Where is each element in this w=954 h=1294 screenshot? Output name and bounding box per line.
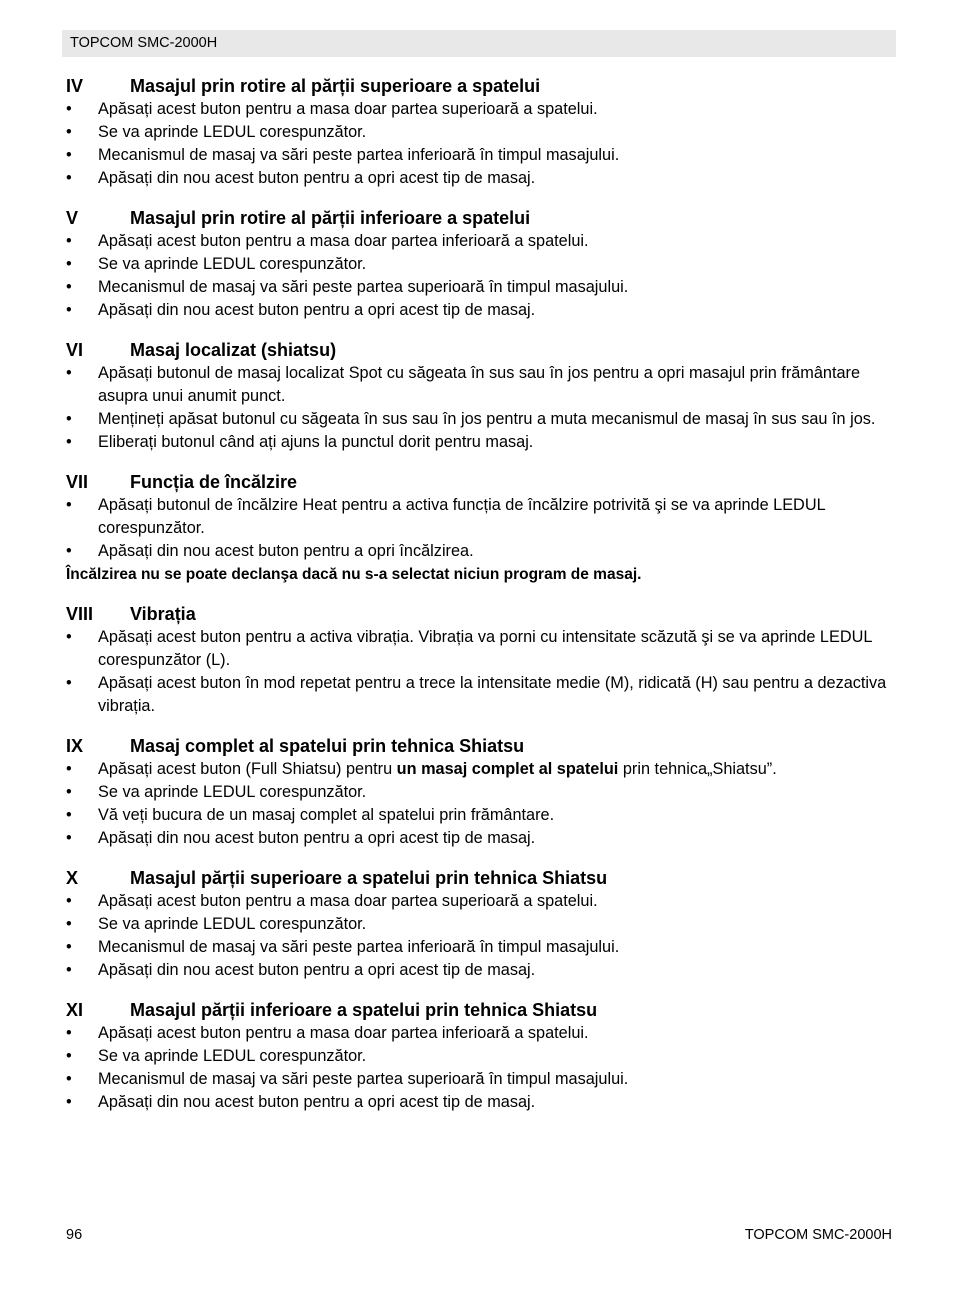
list-item: • Apăsați din nou acest buton pentru a opri acest tip de masaj. — [66, 827, 896, 850]
bullet-icon: • — [66, 961, 72, 979]
section-number: VIII — [66, 604, 94, 624]
bullet-icon: • — [66, 169, 72, 187]
section-heading — [66, 338, 896, 362]
bullet-icon: • — [66, 1093, 72, 1111]
list-item: • Se va aprinde LEDUL corespunzător. — [66, 253, 896, 276]
list-item: • Vă veți bucura de un masaj complet al spatelui prin frământare. — [66, 804, 896, 827]
section-heading — [66, 470, 896, 494]
section-heading — [66, 866, 896, 890]
document-content — [66, 74, 896, 1130]
bullet-icon: • — [66, 410, 72, 428]
bullet-icon: • — [66, 301, 72, 319]
list-item: • Apăsați acest buton pentru a masa doar partea superioară a spatelui. — [66, 890, 896, 913]
bullet-icon: • — [66, 542, 72, 560]
list-item: • Se va aprinde LEDUL corespunzător. — [66, 913, 896, 936]
list-item: • Apăsați acest buton în mod repetat pentru a trece la intensitate medie (M), ridicată (H) sau pentru a dezactiva vibrația. — [66, 674, 887, 715]
list-item: • Mecanismul de masaj va sări peste partea inferioară în timpul masajului. — [66, 936, 896, 959]
bullet-icon: • — [66, 915, 72, 933]
list-item: • Mecanismul de masaj va sări peste partea inferioară în timpul masajului. — [66, 144, 896, 167]
list-item: • Se va aprinde LEDUL corespunzător. — [66, 781, 896, 804]
list-item: • Eliberați butonul când ați ajuns la punctul dorit pentru masaj. — [66, 431, 896, 454]
list-item: • Apăsați butonul de încălzire Heat pentru a activa funcția de încălzire potrivită şi se va aprinde LEDUL corespunzător. — [66, 496, 826, 537]
list-item: • Apăsați acest buton pentru a masa doar partea inferioară a spatelui. — [66, 230, 896, 253]
bullet-icon: • — [66, 760, 72, 778]
section-v — [66, 206, 896, 322]
section-title: Masajul prin rotire al părții superioare a spatelui — [130, 76, 541, 96]
header-bar — [62, 30, 896, 57]
bullet-icon: • — [66, 1024, 72, 1042]
section-number: V — [66, 208, 79, 228]
bullet-icon: • — [66, 278, 72, 296]
section-heading — [66, 602, 896, 626]
bullet-list — [66, 626, 896, 718]
list-item: • Apăsați acest buton (Full Shiatsu) pentru un masaj complet al spatelui prin tehnica„Shiatsu”. — [66, 758, 896, 781]
section-number: X — [66, 868, 79, 888]
list-item: • Se va aprinde LEDUL corespunzător. — [66, 121, 896, 144]
page-number: 96 — [66, 1227, 83, 1243]
bullet-icon: • — [66, 496, 72, 514]
section-viii — [66, 602, 896, 718]
section-vi — [66, 338, 896, 454]
section-title: Vibrația — [130, 604, 196, 624]
warning-note: Încălzirea nu se poate declanşa dacă nu s-a selectat niciun program de masaj. — [66, 566, 642, 583]
list-item: • Mecanismul de masaj va sări peste partea superioară în timpul masajului. — [66, 1068, 896, 1091]
list-item: • Mențineți apăsat butonul cu săgeata în sus sau în jos pentru a muta mecanismul de masaj în sus sau în jos. — [66, 408, 896, 431]
bullet-icon: • — [66, 829, 72, 847]
list-item: • Mecanismul de masaj va sări peste partea superioară în timpul masajului. — [66, 276, 896, 299]
bullet-list — [66, 362, 896, 454]
list-item: • Apăsați butonul de masaj localizat Spot cu săgeata în sus sau în jos pentru a opri masajul prin frământare asupra unui anumit punct. — [66, 364, 861, 405]
bullet-icon: • — [66, 628, 72, 646]
bullet-icon: • — [66, 123, 72, 141]
bullet-list — [66, 1022, 896, 1114]
section-number: VII — [66, 472, 89, 492]
section-title: Masaj localizat (shiatsu) — [130, 340, 337, 360]
bullet-icon: • — [66, 100, 72, 118]
bullet-list — [66, 758, 896, 850]
emphasis-text: un masaj complet al spatelui — [396, 760, 619, 778]
section-number: VI — [66, 340, 84, 360]
bullet-list — [66, 890, 896, 982]
bullet-icon: • — [66, 806, 72, 824]
section-xi — [66, 998, 896, 1114]
bullet-icon: • — [66, 433, 72, 451]
bullet-list — [66, 494, 896, 563]
section-title: Masajul părții superioare a spatelui prin tehnica Shiatsu — [130, 868, 608, 888]
bullet-icon: • — [66, 1070, 72, 1088]
bullet-icon: • — [66, 255, 72, 273]
section-number: XI — [66, 1000, 84, 1020]
list-item: • Apăsați acest buton pentru a masa doar partea inferioară a spatelui. — [66, 1022, 896, 1045]
bullet-list — [66, 230, 896, 322]
list-item: • Apăsați din nou acest buton pentru a opri acest tip de masaj. — [66, 167, 896, 190]
bullet-icon: • — [66, 364, 72, 382]
section-iv — [66, 74, 896, 190]
bullet-icon: • — [66, 938, 72, 956]
bullet-icon: • — [66, 674, 72, 692]
bullet-icon: • — [66, 892, 72, 910]
section-title: Masajul prin rotire al părții inferioare a spatelui — [130, 208, 531, 228]
footer-model: TOPCOM SMC-2000H — [744, 1227, 892, 1243]
list-item: • Apăsați acest buton pentru a activa vibrația. Vibrația va porni cu intensitate scăzută şi se va aprinde LEDUL corespunzător (L). — [66, 628, 872, 669]
section-title: Masajul părții inferioare a spatelui prin tehnica Shiatsu — [130, 1000, 598, 1020]
list-item: • Apăsați acest buton pentru a masa doar partea superioară a spatelui. — [66, 98, 896, 121]
section-title: Funcția de încălzire — [130, 472, 298, 492]
list-item: • Se va aprinde LEDUL corespunzător. — [66, 1045, 896, 1068]
list-item: • Apăsați din nou acest buton pentru a opri acest tip de masaj. — [66, 299, 896, 322]
bullet-icon: • — [66, 146, 72, 164]
section-number: IX — [66, 736, 84, 756]
bullet-list — [66, 98, 896, 190]
section-title: Masaj complet al spatelui prin tehnica Shiatsu — [130, 736, 525, 756]
section-heading — [66, 734, 896, 758]
section-number: IV — [66, 76, 84, 96]
bullet-icon: • — [66, 232, 72, 250]
section-ix — [66, 734, 896, 850]
list-item: • Apăsați din nou acest buton pentru a opri acest tip de masaj. — [66, 959, 896, 982]
list-item: • Apăsați din nou acest buton pentru a opri acest tip de masaj. — [66, 1091, 896, 1114]
bullet-icon: • — [66, 783, 72, 801]
section-vii — [66, 470, 896, 586]
section-heading — [66, 998, 896, 1022]
section-heading — [66, 74, 896, 98]
section-heading — [66, 206, 896, 230]
bullet-icon: • — [66, 1047, 72, 1065]
list-item: • Apăsați din nou acest buton pentru a opri încălzirea. — [66, 540, 896, 563]
header-model: TOPCOM SMC-2000H — [70, 35, 218, 51]
section-x — [66, 866, 896, 982]
